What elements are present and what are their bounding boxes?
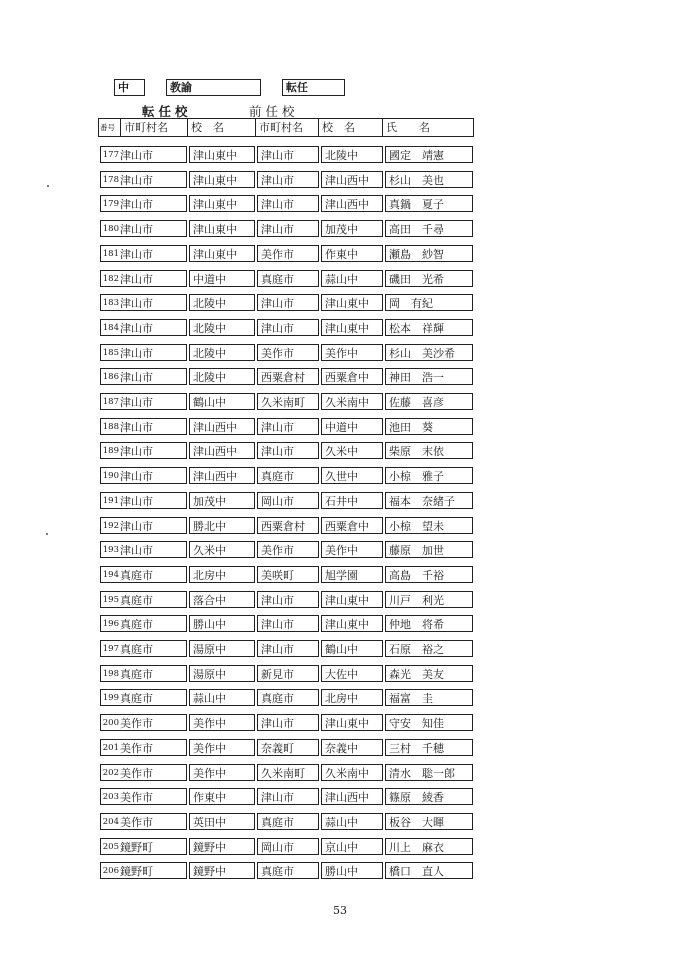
col-no-header: 番号 (99, 119, 121, 136)
table-row (100, 788, 473, 805)
table-row (100, 146, 473, 163)
table-row (100, 714, 473, 731)
row-name: 小椋 雅子 (385, 467, 473, 484)
row-school: 津山西中 (189, 442, 255, 459)
row-name: 杉山 美沙希 (385, 344, 473, 361)
scan-speck (46, 533, 48, 535)
position-box: 教諭 (166, 79, 261, 96)
row-number: 195 (100, 591, 120, 608)
row-name: 仲地 将希 (385, 615, 473, 632)
row-prev-school: 石井中 (321, 492, 383, 509)
category-box: 転任 (282, 79, 345, 96)
row-name: 福本 奈緒子 (385, 492, 473, 509)
row-city: 津山市 (120, 319, 187, 336)
row-school: 北陵中 (189, 319, 255, 336)
row-city: 津山市 (120, 146, 187, 163)
table-row (100, 344, 473, 361)
row-prev-city: 真庭市 (257, 270, 319, 287)
row-name: 高田 千尋 (385, 220, 473, 237)
table-row (100, 862, 473, 879)
row-school: 北陵中 (189, 368, 255, 385)
row-city: 津山市 (120, 541, 187, 558)
table-row (100, 442, 473, 459)
row-school: 美作中 (189, 739, 255, 756)
table-row (100, 368, 473, 385)
row-name: 橋口 直人 (385, 862, 473, 879)
table-row (100, 541, 473, 558)
row-number: 206 (100, 862, 120, 879)
row-name: 柴原 末依 (385, 442, 473, 459)
row-prev-city: 津山市 (257, 146, 319, 163)
row-prev-city: 津山市 (257, 714, 319, 731)
row-number: 188 (100, 418, 120, 435)
row-number: 199 (100, 689, 120, 706)
row-prev-school: 美作中 (321, 541, 383, 558)
row-prev-city: 津山市 (257, 319, 319, 336)
row-prev-school: 鶴山中 (321, 640, 383, 657)
row-prev-city: 久米南町 (257, 764, 319, 781)
row-name: 岡 有紀 (385, 294, 473, 311)
col-school-header: 校 名 (188, 119, 256, 136)
row-prev-school: 蒜山中 (321, 813, 383, 830)
table-row (100, 640, 473, 657)
row-prev-city: 真庭市 (257, 467, 319, 484)
page-number: 53 (333, 904, 347, 917)
row-prev-school: 津山東中 (321, 591, 383, 608)
row-name: 小椋 望未 (385, 517, 473, 534)
table-row (100, 294, 473, 311)
row-prev-school: 津山西中 (321, 171, 383, 188)
row-name: 三村 千穂 (385, 739, 473, 756)
row-prev-school: 津山東中 (321, 294, 383, 311)
row-prev-city: 真庭市 (257, 862, 319, 879)
row-school: 鏡野中 (189, 838, 255, 855)
row-prev-school: 津山西中 (321, 788, 383, 805)
row-prev-city: 真庭市 (257, 689, 319, 706)
row-school: 湯原中 (189, 640, 255, 657)
table-row (100, 220, 473, 237)
row-name: 磯田 光希 (385, 270, 473, 287)
row-prev-city: 津山市 (257, 294, 319, 311)
table-row (100, 418, 473, 435)
row-prev-city: 津山市 (257, 171, 319, 188)
row-city: 津山市 (120, 492, 187, 509)
row-name: 石原 裕之 (385, 640, 473, 657)
col-name-header: 氏 名 (386, 121, 430, 134)
row-prev-school: 美作中 (321, 344, 383, 361)
col-city-header: 市町村名 (121, 119, 188, 136)
scan-speck (47, 185, 49, 187)
row-school: 津山東中 (189, 171, 255, 188)
row-city: 津山市 (120, 467, 187, 484)
row-number: 193 (100, 541, 120, 558)
col-prev-school-header: 校 名 (319, 119, 383, 136)
row-prev-city: 津山市 (257, 442, 319, 459)
row-school: 加茂中 (189, 492, 255, 509)
row-city: 津山市 (120, 171, 187, 188)
table-row (100, 689, 473, 706)
row-number: 191 (100, 492, 120, 509)
row-school: 湯原中 (189, 665, 255, 682)
row-city: 津山市 (120, 393, 187, 410)
row-city: 鏡野町 (120, 862, 187, 879)
row-school: 勝北中 (189, 517, 255, 534)
table-row (100, 615, 473, 632)
table-row (100, 739, 473, 756)
row-prev-school: 大佐中 (321, 665, 383, 682)
table-row (100, 813, 473, 830)
row-city: 美作市 (120, 714, 187, 731)
row-name: 板谷 大暉 (385, 813, 473, 830)
row-name: 國定 靖憲 (385, 146, 473, 163)
row-number: 204 (100, 813, 120, 830)
row-number: 179 (100, 195, 120, 212)
row-school: 津山西中 (189, 467, 255, 484)
table-row (100, 393, 473, 410)
row-prev-school: 津山西中 (321, 195, 383, 212)
row-prev-city: 岡山市 (257, 838, 319, 855)
row-city: 津山市 (120, 344, 187, 361)
table-row (100, 492, 473, 509)
row-name: 松本 祥輝 (385, 319, 473, 336)
row-school: 津山東中 (189, 146, 255, 163)
col-prev-city-header: 市町村名 (256, 119, 319, 136)
table-row (100, 270, 473, 287)
row-prev-school: 津山東中 (321, 714, 383, 731)
row-prev-city: 奈義町 (257, 739, 319, 756)
row-prev-city: 新見市 (257, 665, 319, 682)
row-prev-city: 津山市 (257, 195, 319, 212)
prev-school-group-title: 前任校 (249, 104, 299, 119)
row-prev-city: 津山市 (257, 788, 319, 805)
row-school: 津山東中 (189, 245, 255, 262)
column-header-row (98, 118, 474, 137)
row-prev-school: 奈義中 (321, 739, 383, 756)
row-city: 津山市 (120, 418, 187, 435)
row-prev-school: 加茂中 (321, 220, 383, 237)
row-prev-school: 北陵中 (321, 146, 383, 163)
row-prev-school: 西粟倉中 (321, 368, 383, 385)
row-city: 津山市 (120, 270, 187, 287)
row-number: 190 (100, 467, 120, 484)
row-prev-city: 岡山市 (257, 492, 319, 509)
row-prev-school: 勝山中 (321, 862, 383, 879)
row-number: 192 (100, 517, 120, 534)
row-prev-city: 真庭市 (257, 813, 319, 830)
row-prev-city: 美作市 (257, 245, 319, 262)
row-prev-school: 作東中 (321, 245, 383, 262)
row-number: 201 (100, 739, 120, 756)
row-name: 杉山 美也 (385, 171, 473, 188)
row-prev-school: 久米南中 (321, 393, 383, 410)
row-school: 鏡野中 (189, 862, 255, 879)
row-prev-city: 美咲町 (257, 566, 319, 583)
row-city: 真庭市 (120, 689, 187, 706)
row-school: 北陵中 (189, 294, 255, 311)
row-number: 186 (100, 368, 120, 385)
row-number: 196 (100, 615, 120, 632)
row-school: 落合中 (189, 591, 255, 608)
row-number: 203 (100, 788, 120, 805)
row-school: 英田中 (189, 813, 255, 830)
row-prev-school: 中道中 (321, 418, 383, 435)
table-row (100, 467, 473, 484)
row-number: 184 (100, 319, 120, 336)
table-row (100, 171, 473, 188)
row-number: 197 (100, 640, 120, 657)
row-number: 180 (100, 220, 120, 237)
row-school: 北房中 (189, 566, 255, 583)
row-name: 瀬島 紗智 (385, 245, 473, 262)
row-prev-school: 津山東中 (321, 319, 383, 336)
row-prev-city: 津山市 (257, 591, 319, 608)
row-school: 中道中 (189, 270, 255, 287)
row-number: 177 (100, 146, 120, 163)
row-city: 真庭市 (120, 591, 187, 608)
row-prev-school: 久米南中 (321, 764, 383, 781)
row-prev-city: 西粟倉村 (257, 368, 319, 385)
row-number: 183 (100, 294, 120, 311)
row-city: 津山市 (120, 517, 187, 534)
table-row (100, 591, 473, 608)
row-prev-school: 旭学園 (321, 566, 383, 583)
row-city: 津山市 (120, 220, 187, 237)
table-row (100, 566, 473, 583)
row-city: 真庭市 (120, 640, 187, 657)
new-school-group-title: 転任校 (142, 104, 192, 119)
row-number: 202 (100, 764, 120, 781)
row-name: 池田 葵 (385, 418, 473, 435)
row-school: 鶴山中 (189, 393, 255, 410)
row-school: 蒜山中 (189, 689, 255, 706)
row-school: 作東中 (189, 788, 255, 805)
row-name: 佐藤 喜彦 (385, 393, 473, 410)
row-name: 川戸 利光 (385, 591, 473, 608)
row-number: 181 (100, 245, 120, 262)
row-number: 205 (100, 838, 120, 855)
row-school: 美作中 (189, 764, 255, 781)
row-school: 北陵中 (189, 344, 255, 361)
row-city: 美作市 (120, 813, 187, 830)
row-prev-city: 津山市 (257, 220, 319, 237)
row-city: 美作市 (120, 739, 187, 756)
row-name: 篠原 綾香 (385, 788, 473, 805)
row-prev-school: 北房中 (321, 689, 383, 706)
table-row (100, 195, 473, 212)
row-city: 津山市 (120, 442, 187, 459)
table-row (100, 838, 473, 855)
row-name: 清水 聡一郎 (385, 764, 473, 781)
row-city: 津山市 (120, 368, 187, 385)
row-prev-school: 久世中 (321, 467, 383, 484)
row-city: 津山市 (120, 294, 187, 311)
row-prev-school: 津山東中 (321, 615, 383, 632)
level-box: 中 (114, 79, 145, 96)
row-prev-city: 西粟倉村 (257, 517, 319, 534)
row-prev-city: 久米南町 (257, 393, 319, 410)
row-name: 真鍋 夏子 (385, 195, 473, 212)
row-prev-city: 津山市 (257, 615, 319, 632)
row-prev-school: 西粟倉中 (321, 517, 383, 534)
row-number: 182 (100, 270, 120, 287)
row-prev-city: 津山市 (257, 418, 319, 435)
row-city: 津山市 (120, 195, 187, 212)
row-prev-city: 美作市 (257, 541, 319, 558)
row-name: 守安 知佳 (385, 714, 473, 731)
row-school: 津山西中 (189, 418, 255, 435)
row-prev-school: 蒜山中 (321, 270, 383, 287)
row-school: 久米中 (189, 541, 255, 558)
row-school: 津山東中 (189, 220, 255, 237)
row-city: 鏡野町 (120, 838, 187, 855)
row-city: 美作市 (120, 788, 187, 805)
row-city: 津山市 (120, 245, 187, 262)
row-number: 187 (100, 393, 120, 410)
row-school: 美作中 (189, 714, 255, 731)
row-number: 200 (100, 714, 120, 731)
table-row (100, 517, 473, 534)
row-prev-city: 津山市 (257, 640, 319, 657)
row-name: 福富 圭 (385, 689, 473, 706)
row-school: 津山東中 (189, 195, 255, 212)
row-name: 森光 美友 (385, 665, 473, 682)
row-city: 真庭市 (120, 566, 187, 583)
row-city: 美作市 (120, 764, 187, 781)
row-name: 高島 千裕 (385, 566, 473, 583)
row-name: 神田 浩一 (385, 368, 473, 385)
table-row (100, 764, 473, 781)
row-city: 真庭市 (120, 665, 187, 682)
row-number: 194 (100, 566, 120, 583)
row-name: 藤原 加世 (385, 541, 473, 558)
row-prev-school: 久米中 (321, 442, 383, 459)
row-number: 185 (100, 344, 120, 361)
row-number: 198 (100, 665, 120, 682)
table-row (100, 665, 473, 682)
table-row (100, 245, 473, 262)
row-number: 178 (100, 171, 120, 188)
row-school: 勝山中 (189, 615, 255, 632)
row-number: 189 (100, 442, 120, 459)
row-city: 真庭市 (120, 615, 187, 632)
row-prev-city: 美作市 (257, 344, 319, 361)
row-prev-school: 京山中 (321, 838, 383, 855)
table-row (100, 319, 473, 336)
row-name: 川上 麻衣 (385, 838, 473, 855)
